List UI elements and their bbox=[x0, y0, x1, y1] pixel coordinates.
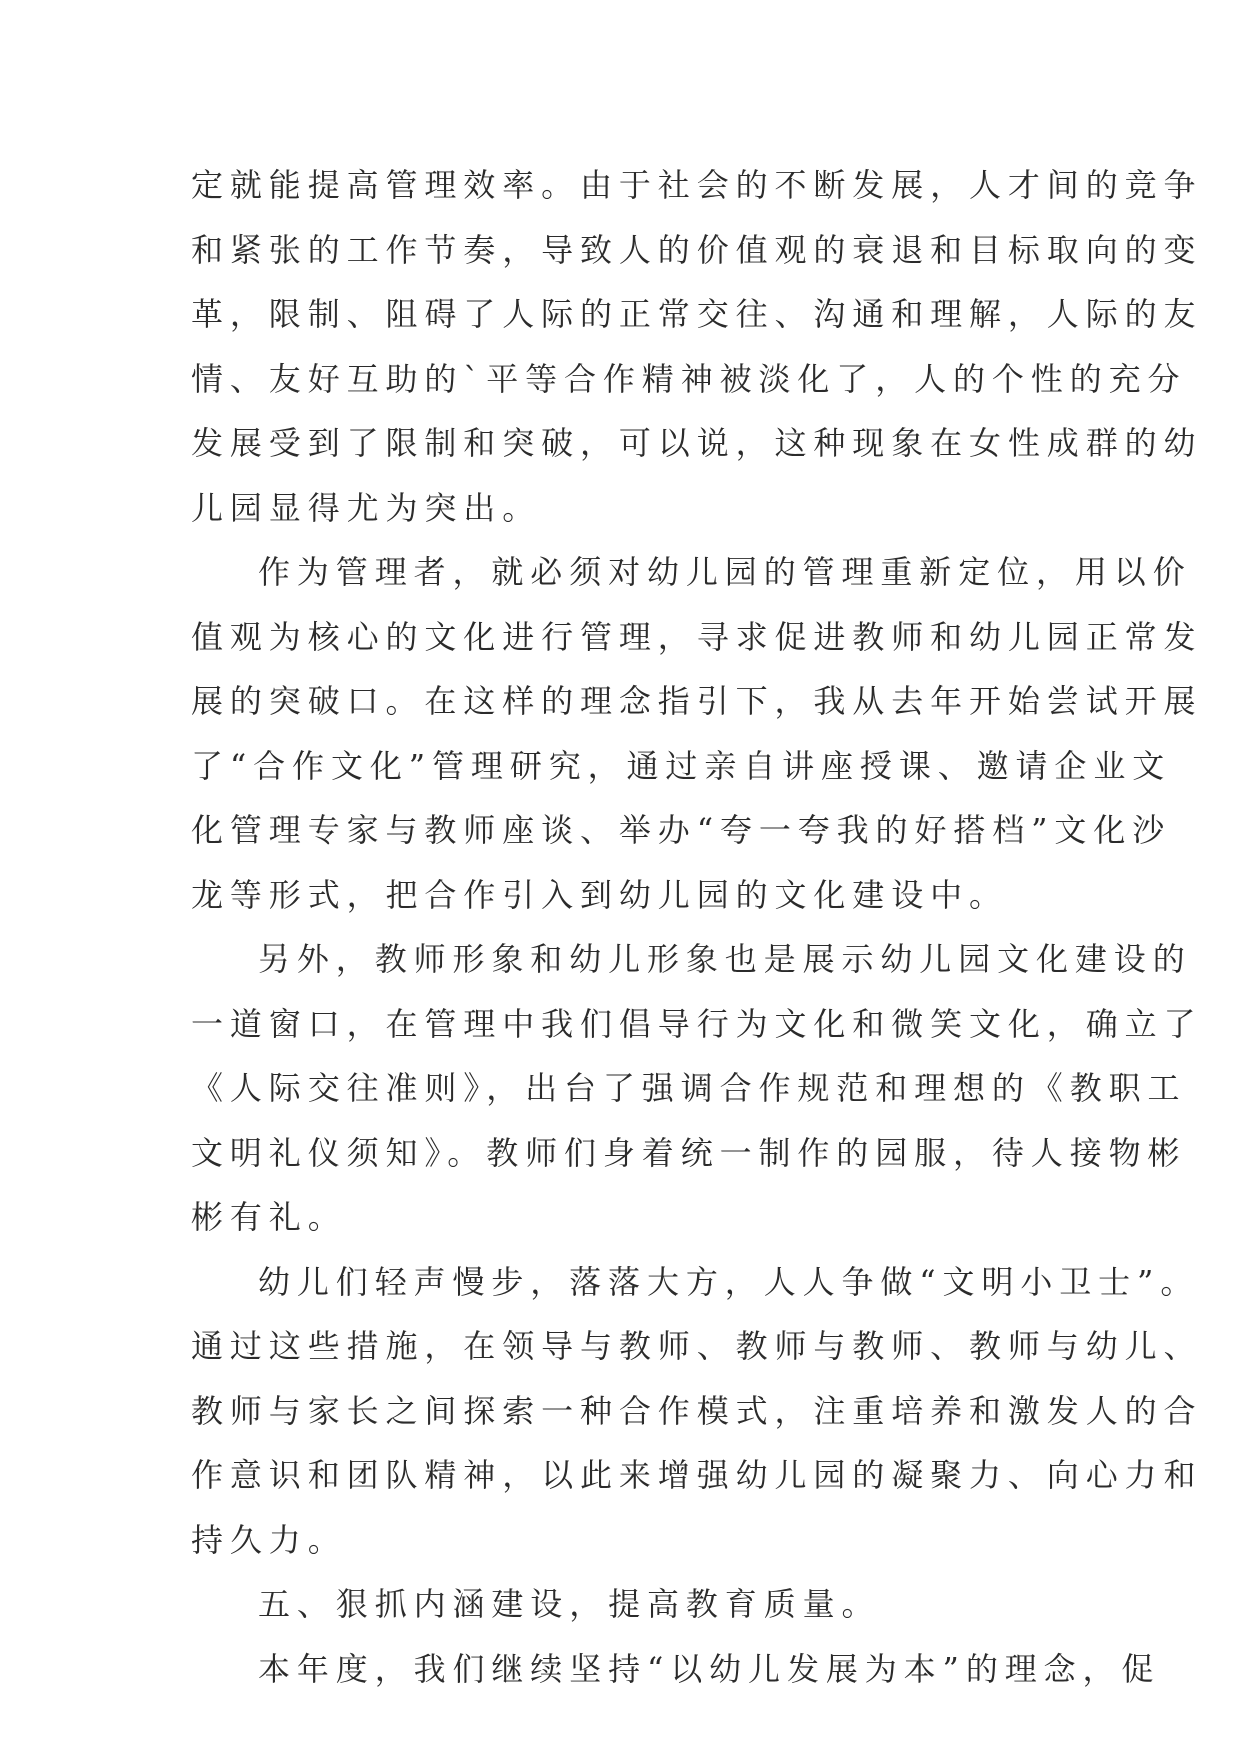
text-line: 儿园显得尤为突出。 bbox=[191, 488, 542, 527]
text-line: 持久力。 bbox=[191, 1520, 347, 1559]
paragraph-start-line: 作为管理者，就必须对幼儿园的管理重新定位，用以价 bbox=[258, 553, 1192, 591]
text-line: 彬有礼。 bbox=[191, 1198, 347, 1236]
text-line: 值观为核心的文化进行管理，寻求促进教师和幼儿园正常发 bbox=[191, 617, 1203, 656]
text-line: 展的突破口。在这样的理念指引下，我从去年开始尝试开展 bbox=[191, 682, 1203, 720]
text-line: 文明礼仪须知》。教师们身着统一制作的园服，待人接物彬 bbox=[191, 1133, 1187, 1172]
text-line: 一道窗口，在管理中我们倡导行为文化和微笑文化，确立了 bbox=[191, 1004, 1203, 1043]
text-line: 发展受到了限制和突破，可以说，这种现象在女性成群的幼 bbox=[191, 424, 1203, 462]
paragraph-start-line: 本年度，我们继续坚持“以幼儿发展为本”的理念，促 bbox=[258, 1649, 1161, 1688]
text-line: 化管理专家与教师座谈、举办“夸一夸我的好搭档”文化沙 bbox=[191, 811, 1172, 849]
text-line: 作意识和团队精神，以此来增强幼儿园的凝聚力、向心力和 bbox=[191, 1456, 1203, 1494]
document-body bbox=[191, 153, 1203, 1701]
text-line: 《人际交往准则》，出台了强调合作规范和理想的《教职工 bbox=[191, 1069, 1187, 1107]
text-line: 定就能提高管理效率。由于社会的不断发展，人才间的竞争 bbox=[191, 166, 1203, 204]
text-line: 了“合作文化”管理研究，通过亲自讲座授课、邀请企业文 bbox=[191, 746, 1172, 785]
text-line: 龙等形式，把合作引入到幼儿园的文化建设中。 bbox=[191, 875, 1008, 914]
text-line: 和紧张的工作节奏，导致人的价值观的衰退和目标取向的变 bbox=[191, 230, 1203, 269]
paragraph-start-line: 幼儿们轻声慢步，落落大方，人人争做“文明小卫士”。 bbox=[258, 1262, 1200, 1301]
text-line: 教师与家长之间探索一种合作模式，注重培养和激发人的合 bbox=[191, 1391, 1203, 1430]
text-line: 通过这些措施，在领导与教师、教师与教师、教师与幼儿、 bbox=[191, 1327, 1203, 1365]
text-line: 革，限制、阻碍了人际的正常交往、沟通和理解，人际的友 bbox=[191, 295, 1203, 333]
text-line: 情、友好互助的`平等合作精神被淡化了，人的个性的充分 bbox=[191, 359, 1187, 398]
paragraph-start-line: 另外，教师形象和幼儿形象也是展示幼儿园文化建设的 bbox=[258, 940, 1192, 978]
section-heading: 五、狠抓内涵建设，提高教育质量。 bbox=[258, 1585, 881, 1623]
